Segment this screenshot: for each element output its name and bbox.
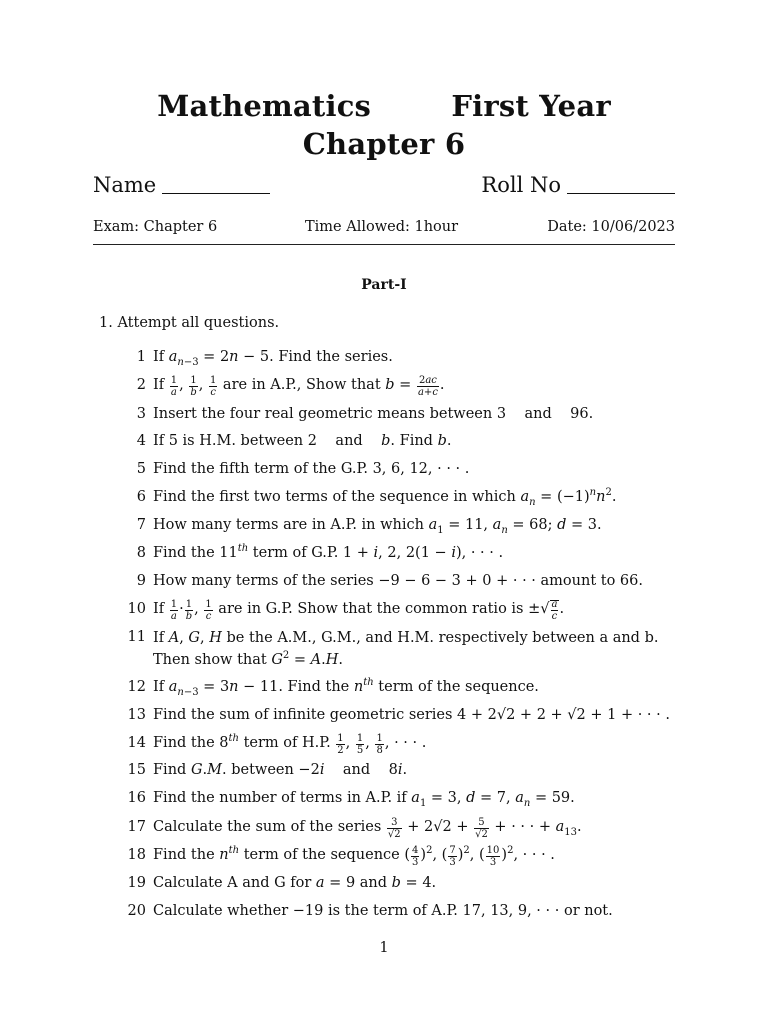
question-text: Calculate A and G for a = 9 and b = 4. (153, 875, 437, 891)
question-number: 7 (136, 517, 146, 533)
name-blank-line (162, 193, 270, 194)
question-number: 15 (127, 762, 146, 778)
chapter-title: Chapter 6 (302, 127, 466, 161)
question-text: If $\frac{1}{a}$ · $\frac{1}{b}$ , $\frac{1}{c}$ are in G.P. Show that the common ratio is ±√ $\frac{a}{c}$ . (153, 599, 565, 622)
question-number: 19 (127, 875, 146, 891)
part-heading: Part-I (361, 277, 407, 293)
question-text: Calculate the sum of the series $\frac{3}{√2}$ + 2√2 + $\frac{5}{√2}$ + · · · + $a_{13}$. (153, 817, 582, 840)
question-text: Find G.M. between −2i and 8i. (153, 762, 408, 778)
exam-date: Date: 10/06/2023 (547, 219, 675, 235)
year-title: First Year (451, 89, 611, 123)
question-text: Find the number of terms in A.P. if $a_1 = 3$, d = 7, $a_n = 59$. (153, 790, 575, 809)
question-text: Find the 11th term of G.P. 1 + i, 2, 2(1 − i), · · · . (153, 543, 504, 561)
question-text: Insert the four real geometric means between 3 and 96. (153, 406, 594, 422)
instructions: 1. Attempt all questions. (99, 315, 280, 331)
question-number: 6 (136, 489, 146, 505)
question-number: 3 (136, 406, 146, 422)
question-text: Find the first two terms of the sequence in which $a_n = (-1)^nn^2$. (153, 487, 617, 508)
question-number: 2 (136, 377, 146, 393)
subject-title: Mathematics (157, 89, 372, 123)
question-number: 10 (127, 601, 146, 617)
question-number: 4 (136, 433, 146, 449)
name-label: Name (93, 173, 157, 197)
question-text: Find the 8th term of H.P. $\frac{1}{2}$ , $\frac{1}{5}$ , $\frac{1}{8}$ , · · · . (153, 733, 427, 756)
question-text: Find the $n^{th}$ term of the sequence ( $\frac{4}{3}$ )$^2$, ( $\frac{7}{3}$ )$^2$, ( $\frac{10}{3}$ )$^2$, · · · . (153, 845, 555, 868)
question-number: 11 (127, 629, 146, 645)
question-text: Find the fifth term of the G.P. 3, 6, 12, · · · . (153, 461, 470, 477)
question-number: 13 (127, 707, 146, 723)
question-text: If $a_{n-3} = 3n - 11$. Find the $n^{th}$ term of the sequence. (153, 677, 539, 698)
question-text: If $\frac{1}{a}$ , $\frac{1}{b}$ , $\frac{1}{c}$ are in A.P., Show that b = $\frac{2ac}{a+c}$ . (153, 375, 445, 398)
question-number: 18 (127, 847, 146, 863)
time-allowed: Time Allowed: 1hour (305, 219, 459, 235)
question-text: If $a_{n-3} = 2n - 5$. Find the series. (153, 349, 393, 368)
question-text: How many terms of the series −9 − 6 − 3 + 0 + · · · amount to 66. (153, 573, 643, 589)
question-text: If A, G, H be the A.M., G.M., and H.M. respectively between a and b. Then show that $G^2 = A.H$. (153, 630, 659, 668)
title-line-1 (0, 89, 768, 123)
page-number: 1 (379, 940, 389, 956)
question-number: 17 (127, 819, 146, 835)
name-field (93, 173, 270, 197)
question-text: How many terms are in A.P. in which $a_1 = 11$, $a_n = 68$; d = 3. (153, 517, 602, 536)
question-number: 5 (136, 461, 146, 477)
exam-info-row (93, 219, 675, 239)
question-number: 16 (127, 790, 146, 806)
question-number: 8 (136, 545, 146, 561)
question-text: Calculate whether −19 is the term of A.P. 17, 13, 9, · · · or not. (153, 903, 613, 919)
question-number: 14 (127, 735, 146, 751)
question-text: If 5 is H.M. between 2 and b. Find b. (153, 433, 452, 449)
exam-info: Exam: Chapter 6 (93, 219, 218, 235)
question-number: 20 (127, 903, 146, 919)
roll-label: Roll No (481, 173, 561, 197)
question-number: 1 (136, 349, 146, 365)
roll-field (481, 173, 675, 197)
header-divider (93, 244, 675, 245)
question-number: 9 (136, 573, 146, 589)
roll-blank-line (567, 193, 675, 194)
question-text: Find the sum of infinite geometric series 4 + 2√2 + 2 + √2 + 1 + · · · . (153, 707, 670, 723)
question-number: 12 (127, 679, 146, 695)
